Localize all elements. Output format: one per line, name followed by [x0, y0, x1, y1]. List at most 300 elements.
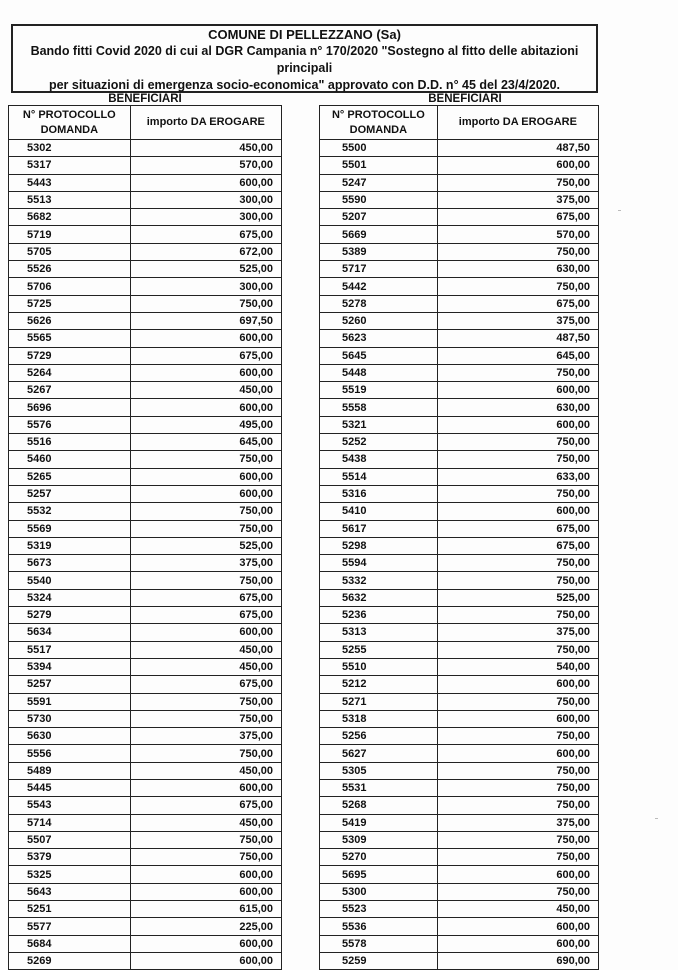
- protocol-number: 5321: [320, 416, 438, 433]
- amount-value: 750,00: [130, 745, 281, 762]
- amount-value: 300,00: [130, 278, 281, 295]
- protocol-number: 5695: [320, 866, 438, 883]
- amount-value: 750,00: [437, 762, 598, 779]
- protocol-number: 5626: [9, 312, 131, 329]
- amount-value: 675,00: [437, 537, 598, 554]
- amount-value: 525,00: [130, 261, 281, 278]
- left-table-body: [9, 140, 282, 970]
- table-row: [320, 849, 599, 866]
- protocol-number: 5543: [9, 797, 131, 814]
- right-table-body: [320, 140, 599, 970]
- amount-value: 750,00: [437, 485, 598, 502]
- amount-value: 450,00: [130, 641, 281, 658]
- protocol-number: 5617: [320, 520, 438, 537]
- table-row: [320, 589, 599, 606]
- table-row: [9, 676, 282, 693]
- protocol-number: 5270: [320, 849, 438, 866]
- amount-value: 600,00: [130, 624, 281, 641]
- protocol-number: 5725: [9, 295, 131, 312]
- amount-value: 750,00: [130, 520, 281, 537]
- table-row: [9, 918, 282, 935]
- amount-value: 615,00: [130, 901, 281, 918]
- scan-speck: [655, 818, 658, 819]
- table-row: [9, 641, 282, 658]
- table-row: [9, 451, 282, 468]
- amount-value: 300,00: [130, 191, 281, 208]
- table-row: [9, 278, 282, 295]
- table-row: [9, 762, 282, 779]
- amount-value: 600,00: [437, 382, 598, 399]
- protocol-number: 5623: [320, 330, 438, 347]
- amount-value: 750,00: [437, 572, 598, 589]
- protocol-number: 5318: [320, 710, 438, 727]
- table-row: [9, 589, 282, 606]
- protocol-number: 5717: [320, 261, 438, 278]
- amount-value: 675,00: [437, 209, 598, 226]
- amount-value: 750,00: [437, 779, 598, 796]
- protocol-number: 5443: [9, 174, 131, 191]
- protocol-number: 5305: [320, 762, 438, 779]
- amount-column-header: importo DA EROGARE: [437, 106, 598, 140]
- table-row: [9, 157, 282, 174]
- protocol-number: 5236: [320, 607, 438, 624]
- table-row: [9, 261, 282, 278]
- table-row: [9, 607, 282, 624]
- table-row: [9, 728, 282, 745]
- protocol-number: 5673: [9, 555, 131, 572]
- table-row: [320, 330, 599, 347]
- table-row: [9, 935, 282, 952]
- protocol-number: 5419: [320, 814, 438, 831]
- table-row: [9, 624, 282, 641]
- table-row: [320, 797, 599, 814]
- table-row: [320, 157, 599, 174]
- amount-value: 600,00: [437, 503, 598, 520]
- protocol-number: 5379: [9, 849, 131, 866]
- amount-value: 300,00: [130, 209, 281, 226]
- protocol-number: 5257: [9, 485, 131, 502]
- amount-value: 600,00: [437, 710, 598, 727]
- municipality-title: COMUNE DI PELLEZZANO (Sa): [208, 27, 401, 42]
- amount-value: 600,00: [130, 935, 281, 952]
- table-row: [9, 883, 282, 900]
- protocol-number: 5540: [9, 572, 131, 589]
- protocol-number: 5730: [9, 710, 131, 727]
- amount-value: 600,00: [130, 399, 281, 416]
- protocol-number: 5501: [320, 157, 438, 174]
- amount-value: 600,00: [130, 485, 281, 502]
- amount-value: 450,00: [437, 901, 598, 918]
- table-row: [320, 295, 599, 312]
- protocol-number: 5267: [9, 382, 131, 399]
- table-row: [9, 503, 282, 520]
- protocol-number: 5260: [320, 312, 438, 329]
- table-row: [320, 883, 599, 900]
- protocol-number: 5460: [9, 451, 131, 468]
- table-row: [320, 935, 599, 952]
- table-row: [9, 312, 282, 329]
- amount-value: 675,00: [130, 797, 281, 814]
- amount-value: 750,00: [130, 693, 281, 710]
- table-row: [9, 849, 282, 866]
- header-line-3: per situazioni di emergenza socio-economica" approvato con D.D. n° 45 del 23/4/2020.: [48, 78, 561, 92]
- beneficiaries-table-left: [8, 105, 282, 970]
- protocol-number: 5590: [320, 191, 438, 208]
- protocol-number: 5324: [9, 589, 131, 606]
- amount-value: 690,00: [437, 952, 598, 969]
- protocol-number: 5256: [320, 728, 438, 745]
- table-row: [9, 952, 282, 969]
- protocol-number: 5325: [9, 866, 131, 883]
- table-row: [320, 434, 599, 451]
- protocol-number: 5578: [320, 935, 438, 952]
- table-row: [320, 572, 599, 589]
- protocol-number: 5309: [320, 831, 438, 848]
- protocol-number: 5719: [9, 226, 131, 243]
- table-row: [9, 468, 282, 485]
- table-row: [9, 140, 282, 157]
- table-row: [320, 520, 599, 537]
- protocol-number: 5643: [9, 883, 131, 900]
- amount-value: 450,00: [130, 140, 281, 157]
- amount-value: 600,00: [130, 779, 281, 796]
- table-row: [9, 814, 282, 831]
- amount-value: 750,00: [437, 451, 598, 468]
- amount-value: 540,00: [437, 658, 598, 675]
- table-row: [320, 658, 599, 675]
- protocol-number: 5438: [320, 451, 438, 468]
- table-row: [320, 676, 599, 693]
- protocol-number: 5684: [9, 935, 131, 952]
- amount-value: 675,00: [437, 520, 598, 537]
- table-row: [9, 330, 282, 347]
- amount-value: 675,00: [130, 226, 281, 243]
- table-row: [320, 952, 599, 969]
- table-row: [9, 831, 282, 848]
- protocol-number: 5565: [9, 330, 131, 347]
- protocol-number: 5300: [320, 883, 438, 900]
- right-section-label: BENEFICIARI: [428, 93, 502, 105]
- amount-value: 600,00: [130, 364, 281, 381]
- table-row: [9, 434, 282, 451]
- table-row: [320, 814, 599, 831]
- table-row: [320, 140, 599, 157]
- amount-value: 750,00: [437, 693, 598, 710]
- protocol-column-header: N° PROTOCOLLO DOMANDA: [320, 106, 438, 140]
- protocol-number: 5532: [9, 503, 131, 520]
- beneficiaries-table-right: [319, 105, 599, 970]
- protocol-number: 5448: [320, 364, 438, 381]
- amount-value: 750,00: [437, 278, 598, 295]
- protocol-number: 5519: [320, 382, 438, 399]
- amount-value: 600,00: [437, 157, 598, 174]
- amount-value: 750,00: [437, 243, 598, 260]
- protocol-number: 5251: [9, 901, 131, 918]
- protocol-number: 5302: [9, 140, 131, 157]
- table-row: [9, 347, 282, 364]
- protocol-number: 5265: [9, 468, 131, 485]
- protocol-number: 5278: [320, 295, 438, 312]
- amount-value: 633,00: [437, 468, 598, 485]
- table-row: [320, 468, 599, 485]
- amount-value: 600,00: [437, 676, 598, 693]
- table-row: [9, 572, 282, 589]
- table-row: [9, 416, 282, 433]
- table-row: [320, 693, 599, 710]
- protocol-number: 5510: [320, 658, 438, 675]
- table-row: [320, 451, 599, 468]
- table-row: [9, 693, 282, 710]
- protocol-number: 5632: [320, 589, 438, 606]
- amount-value: 750,00: [130, 572, 281, 589]
- table-row: [320, 624, 599, 641]
- protocol-number: 5696: [9, 399, 131, 416]
- table-row: [9, 866, 282, 883]
- amount-value: 600,00: [130, 330, 281, 347]
- amount-value: 750,00: [437, 849, 598, 866]
- table-row: [9, 745, 282, 762]
- amount-value: 600,00: [130, 866, 281, 883]
- protocol-number: 5298: [320, 537, 438, 554]
- protocol-number: 5526: [9, 261, 131, 278]
- protocol-number: 5212: [320, 676, 438, 693]
- protocol-number: 5264: [9, 364, 131, 381]
- amount-column-header: importo DA EROGARE: [130, 106, 281, 140]
- table-row: [9, 485, 282, 502]
- protocol-column-header: N° PROTOCOLLO DOMANDA: [9, 106, 131, 140]
- protocol-number: 5442: [320, 278, 438, 295]
- amount-value: 375,00: [130, 555, 281, 572]
- table-row: [320, 555, 599, 572]
- protocol-number: 5669: [320, 226, 438, 243]
- amount-value: 375,00: [437, 814, 598, 831]
- amount-value: 450,00: [130, 658, 281, 675]
- protocol-number: 5394: [9, 658, 131, 675]
- table-row: [9, 174, 282, 191]
- table-row: [320, 710, 599, 727]
- amount-value: 750,00: [437, 434, 598, 451]
- protocol-number: 5729: [9, 347, 131, 364]
- protocol-number: 5410: [320, 503, 438, 520]
- amount-value: 525,00: [437, 589, 598, 606]
- amount-value: 675,00: [130, 607, 281, 624]
- table-row: [9, 901, 282, 918]
- protocol-number: 5313: [320, 624, 438, 641]
- table-row: [9, 226, 282, 243]
- amount-value: 525,00: [130, 537, 281, 554]
- amount-value: 630,00: [437, 261, 598, 278]
- amount-value: 645,00: [130, 434, 281, 451]
- protocol-number: 5317: [9, 157, 131, 174]
- amount-value: 750,00: [437, 728, 598, 745]
- amount-value: 675,00: [130, 347, 281, 364]
- amount-value: 750,00: [437, 883, 598, 900]
- table-row: [320, 364, 599, 381]
- table-row: [320, 762, 599, 779]
- amount-value: 225,00: [130, 918, 281, 935]
- protocol-number: 5576: [9, 416, 131, 433]
- protocol-number: 5556: [9, 745, 131, 762]
- protocol-number: 5627: [320, 745, 438, 762]
- table-row: [9, 555, 282, 572]
- table-row: [9, 710, 282, 727]
- protocol-number: 5536: [320, 918, 438, 935]
- amount-value: 600,00: [130, 952, 281, 969]
- protocol-number: 5705: [9, 243, 131, 260]
- scan-speck: [618, 210, 621, 211]
- table-row: [320, 831, 599, 848]
- protocol-number: 5577: [9, 918, 131, 935]
- protocol-number: 5516: [9, 434, 131, 451]
- table-row: [320, 174, 599, 191]
- table-row: [320, 382, 599, 399]
- table-row: [9, 243, 282, 260]
- amount-value: 750,00: [437, 174, 598, 191]
- table-row: [320, 728, 599, 745]
- amount-value: 375,00: [437, 191, 598, 208]
- protocol-number: 5445: [9, 779, 131, 796]
- protocol-number: 5507: [9, 831, 131, 848]
- table-row: [320, 503, 599, 520]
- protocol-number: 5268: [320, 797, 438, 814]
- protocol-number: 5594: [320, 555, 438, 572]
- protocol-number: 5634: [9, 624, 131, 641]
- table-row: [320, 745, 599, 762]
- amount-value: 600,00: [437, 866, 598, 883]
- protocol-number: 5269: [9, 952, 131, 969]
- amount-value: 487,50: [437, 330, 598, 347]
- protocol-number: 5630: [9, 728, 131, 745]
- amount-value: 450,00: [130, 814, 281, 831]
- amount-value: 750,00: [130, 451, 281, 468]
- protocol-number: 5271: [320, 693, 438, 710]
- table-row: [9, 382, 282, 399]
- protocol-number: 5247: [320, 174, 438, 191]
- protocol-number: 5257: [9, 676, 131, 693]
- table-row: [9, 399, 282, 416]
- table-row: [320, 399, 599, 416]
- document-header: [11, 24, 598, 93]
- table-row: [320, 918, 599, 935]
- table-row: [320, 278, 599, 295]
- table-row: [320, 312, 599, 329]
- protocol-number: 5706: [9, 278, 131, 295]
- protocol-number: 5279: [9, 607, 131, 624]
- protocol-number: 5523: [320, 901, 438, 918]
- amount-value: 750,00: [437, 364, 598, 381]
- left-section-label: BENEFICIARI: [108, 93, 182, 105]
- protocol-number: 5252: [320, 434, 438, 451]
- protocol-number: 5255: [320, 641, 438, 658]
- amount-value: 750,00: [437, 555, 598, 572]
- amount-value: 697,50: [130, 312, 281, 329]
- protocol-number: 5645: [320, 347, 438, 364]
- amount-value: 570,00: [130, 157, 281, 174]
- table-row: [320, 209, 599, 226]
- amount-value: 750,00: [130, 849, 281, 866]
- table-row: [9, 295, 282, 312]
- table-row: [320, 866, 599, 883]
- table-row: [9, 191, 282, 208]
- protocol-number: 5531: [320, 779, 438, 796]
- protocol-number: 5316: [320, 485, 438, 502]
- protocol-number: 5332: [320, 572, 438, 589]
- table-row: [320, 537, 599, 554]
- amount-value: 600,00: [130, 468, 281, 485]
- amount-value: 675,00: [130, 676, 281, 693]
- protocol-number: 5682: [9, 209, 131, 226]
- table-row: [320, 901, 599, 918]
- table-row: [320, 485, 599, 502]
- header-line-2: Bando fitti Covid 2020 di cui al DGR Campania n° 170/2020 "Sostegno al fitto delle abitazioni principali: [30, 44, 579, 75]
- amount-value: 675,00: [130, 589, 281, 606]
- amount-value: 495,00: [130, 416, 281, 433]
- amount-value: 750,00: [437, 831, 598, 848]
- table-row: [320, 261, 599, 278]
- amount-value: 487,50: [437, 140, 598, 157]
- table-row: [320, 347, 599, 364]
- amount-value: 600,00: [130, 174, 281, 191]
- table-row: [320, 226, 599, 243]
- protocol-number: 5389: [320, 243, 438, 260]
- protocol-number: 5514: [320, 468, 438, 485]
- amount-value: 600,00: [437, 745, 598, 762]
- protocol-number: 5259: [320, 952, 438, 969]
- amount-value: 375,00: [437, 312, 598, 329]
- table-row: [320, 607, 599, 624]
- amount-value: 600,00: [437, 918, 598, 935]
- protocol-number: 5207: [320, 209, 438, 226]
- amount-value: 672,00: [130, 243, 281, 260]
- table-row: [9, 537, 282, 554]
- table-row: [320, 416, 599, 433]
- protocol-number: 5319: [9, 537, 131, 554]
- amount-value: 375,00: [130, 728, 281, 745]
- protocol-number: 5500: [320, 140, 438, 157]
- table-row: [9, 658, 282, 675]
- protocol-number: 5591: [9, 693, 131, 710]
- amount-value: 450,00: [130, 382, 281, 399]
- amount-value: 675,00: [437, 295, 598, 312]
- amount-value: 600,00: [437, 935, 598, 952]
- table-row: [320, 191, 599, 208]
- table-row: [9, 209, 282, 226]
- protocol-number: 5517: [9, 641, 131, 658]
- amount-value: 600,00: [130, 883, 281, 900]
- amount-value: 750,00: [437, 641, 598, 658]
- amount-value: 750,00: [130, 503, 281, 520]
- amount-value: 450,00: [130, 762, 281, 779]
- amount-value: 375,00: [437, 624, 598, 641]
- protocol-number: 5558: [320, 399, 438, 416]
- amount-value: 645,00: [437, 347, 598, 364]
- protocol-number: 5569: [9, 520, 131, 537]
- table-row: [320, 779, 599, 796]
- table-row: [9, 779, 282, 796]
- amount-value: 750,00: [437, 607, 598, 624]
- amount-value: 750,00: [130, 831, 281, 848]
- protocol-number: 5714: [9, 814, 131, 831]
- amount-value: 570,00: [437, 226, 598, 243]
- table-row: [320, 243, 599, 260]
- amount-value: 750,00: [130, 295, 281, 312]
- table-row: [9, 520, 282, 537]
- protocol-number: 5489: [9, 762, 131, 779]
- amount-value: 600,00: [437, 416, 598, 433]
- amount-value: 750,00: [130, 710, 281, 727]
- protocol-number: 5513: [9, 191, 131, 208]
- table-row: [320, 641, 599, 658]
